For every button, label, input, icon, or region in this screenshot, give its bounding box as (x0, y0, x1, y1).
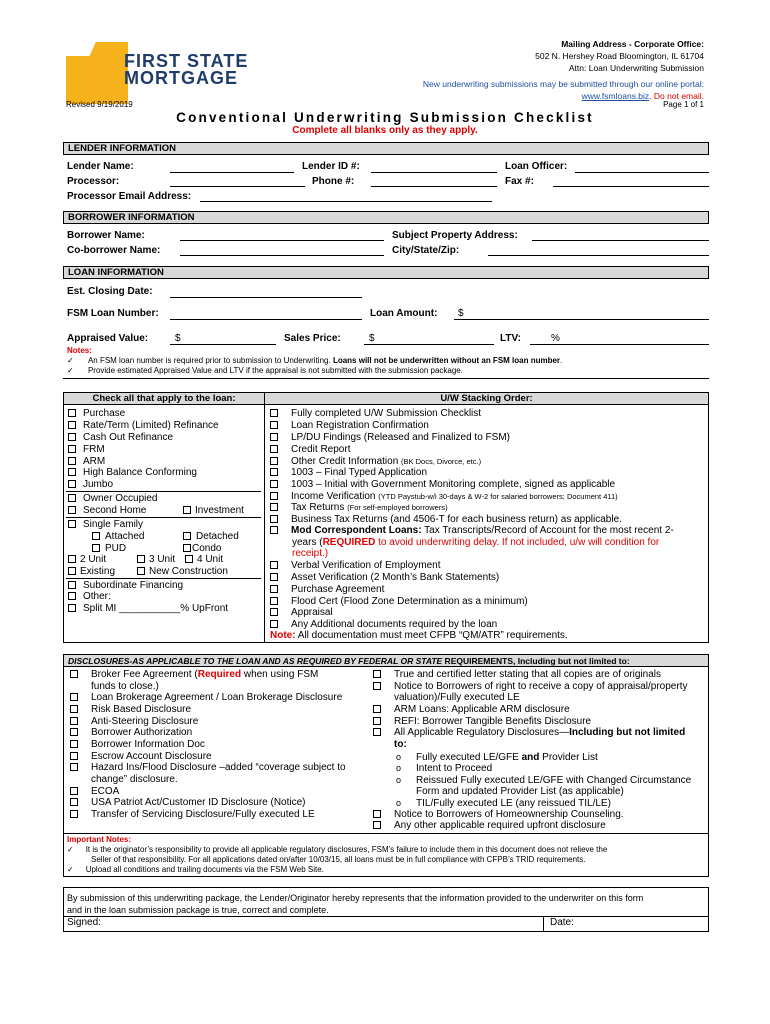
loan-types-header: Check all that apply to the loan: (63, 392, 265, 405)
property-label: 3 Unit (149, 554, 176, 565)
checkbox[interactable] (270, 433, 278, 441)
mail-title: Mailing Address - Corporate Office: (561, 39, 704, 49)
property-label: Detached (196, 531, 239, 542)
divider (66, 491, 261, 492)
stack-item-final-app[interactable] (270, 467, 427, 479)
company-logo (66, 36, 276, 104)
disclosures-header-italic: DISCLOSURES-AS APPLICABLE TO THE LOAN AND AS REQUIRED BY FEDERAL OR STATE (68, 656, 443, 666)
subordinate-label: Subordinate Financing (83, 580, 184, 591)
stack-label: Verbal Verification of Employment (291, 560, 441, 571)
checkbox[interactable] (70, 705, 78, 713)
checkbox[interactable] (70, 752, 78, 760)
checkbox[interactable] (373, 717, 381, 725)
stack-item[interactable] (270, 444, 350, 456)
disclosure-all-regulatory-to: to: (394, 739, 407, 750)
loan-type-cash-out[interactable] (68, 432, 173, 444)
note-1-bold: Loans will not be underwritten without an FSM loan number (332, 356, 561, 365)
stack-note-label: Note: (270, 630, 296, 641)
stack-label-small: (For self-employed borrowers) (347, 503, 448, 512)
disclosure-label: Notice to Borrowers of Homeownership Counseling. (394, 809, 624, 820)
stack-item-tax[interactable] (270, 502, 448, 514)
loan-type-label: High Balance Conforming (83, 467, 197, 478)
bullet-circle-icon: o (396, 775, 402, 785)
stack-label: 1003 – Initial with Government Monitoring complete, signed as applicable (291, 479, 616, 490)
checkbox[interactable] (270, 468, 278, 476)
property-single[interactable] (68, 519, 143, 531)
processor-field[interactable] (170, 186, 305, 187)
checkbox[interactable] (68, 494, 76, 502)
checkbox[interactable] (70, 717, 78, 725)
checkbox[interactable] (183, 532, 191, 540)
disclosure-label: All Applicable Regulatory Disclosures— (394, 727, 570, 738)
stack-label-bold: Mod Correspondent Loans: (291, 525, 422, 536)
stack-item-voe[interactable] (270, 560, 441, 572)
processor-email-field[interactable] (200, 201, 492, 202)
disclosure-hazard-cont: change” disclosure. (91, 774, 178, 785)
checkbox[interactable] (270, 409, 278, 417)
stack-label: Business Tax Returns (and 4506-T for each business return) as applicable. (291, 514, 622, 525)
disclosure-item[interactable] (70, 739, 205, 751)
occupancy-second[interactable] (68, 505, 146, 517)
property-label: Existing (80, 566, 116, 577)
sub-label: TIL/Fully executed LE (any reissued TIL/LE) (416, 798, 611, 809)
page-title: Conventional Underwriting Submission Checklist (176, 110, 594, 125)
stack-label: Tax Returns (291, 502, 348, 513)
checkbox[interactable] (68, 433, 76, 441)
checkbox[interactable] (270, 608, 278, 616)
checkbox[interactable] (270, 585, 278, 593)
stack-label: Tax Transcripts/Record of Account for the most recent 2- (421, 525, 674, 536)
page-number: Page 1 of 1 (663, 100, 704, 109)
loan-type-label: Rate/Term (Limited) Refinance (83, 420, 219, 431)
checkbox[interactable] (270, 573, 278, 581)
stack-item-appraisal[interactable] (270, 607, 333, 619)
divider (543, 916, 544, 932)
phone-label: Phone #: (312, 176, 355, 187)
checkbox[interactable] (68, 421, 76, 429)
checkbox[interactable] (270, 492, 278, 500)
checkbox[interactable] (68, 520, 76, 528)
loan-type-frm[interactable] (68, 444, 105, 456)
stack-note-text: All documentation must meet CFPB “QM/ATR” requirements. (295, 630, 568, 641)
notes-title: Notes: (67, 346, 92, 355)
checkbox[interactable] (373, 705, 381, 713)
checkbox[interactable] (270, 421, 278, 429)
disclosure-notice-appraisal-cont: valuation)/Fully executed LE (394, 692, 520, 703)
lender-name-label: Lender Name: (67, 161, 134, 172)
checkbox[interactable] (373, 821, 381, 829)
stack-note (270, 630, 568, 642)
checkbox[interactable] (68, 445, 76, 453)
sales-price-dollar: $ (369, 333, 375, 344)
checkbox[interactable] (68, 480, 76, 488)
loan-type-jumbo[interactable] (68, 479, 113, 491)
note-2-text: Provide estimated Appraised Value and LTV if the appraisal is not submitted with the submission package. (87, 366, 463, 375)
check-icon: ✓ (67, 845, 74, 854)
borrower-name-field[interactable] (180, 240, 384, 241)
sub-disclosure-cont: Form and updated Provider List (as applicable) (416, 786, 624, 797)
stack-label: Loan Registration Confirmation (291, 420, 429, 431)
checkbox[interactable] (70, 763, 78, 771)
disclosure-item[interactable] (70, 692, 342, 704)
loan-amount-field[interactable] (454, 319, 709, 320)
checkbox[interactable] (68, 592, 76, 600)
property-label: Attached (105, 531, 145, 542)
stack-label: 1003 – Final Typed Application (291, 467, 428, 478)
borrower-section-header: BORROWER INFORMATION (63, 211, 709, 224)
disclosure-upfront[interactable] (373, 820, 606, 832)
revised-date: Revised 9/19/2019 (66, 100, 133, 109)
stack-mod-line2 (292, 537, 659, 549)
coborrower-name-label: Co-borrower Name: (67, 245, 161, 256)
portal-link[interactable]: www.fsmloans.biz (581, 91, 650, 101)
sub-label: Provider List (539, 752, 598, 763)
stack-item[interactable] (270, 432, 510, 444)
fax-label: Fax #: (505, 176, 534, 187)
fsm-number-field[interactable] (170, 319, 362, 320)
checkbox[interactable] (270, 515, 278, 523)
stack-label: LP/DU Findings (Released and Finalized to FSM) (291, 432, 510, 443)
appraised-field[interactable] (170, 344, 276, 345)
mod-required: REQUIRED (322, 537, 376, 548)
brand-line2: MORTGAGE (124, 68, 238, 88)
sub-label: Fully executed LE/GFE (416, 752, 522, 763)
disclosure-label: Hazard Ins/Flood Disclosure –added “coverage subject to (91, 762, 346, 773)
stack-mod-line3: receipt.) (292, 548, 329, 559)
property-label: Single Family (83, 519, 144, 530)
mod-text: years ( (292, 537, 323, 548)
disclosure-label: Borrower Information Doc (91, 739, 205, 750)
stack-item-initial-app[interactable] (270, 479, 615, 491)
mailing-address-block (423, 38, 704, 102)
property-new-construction[interactable] (137, 566, 228, 578)
loan-divider (63, 378, 709, 379)
occupancy-label: Owner Occupied (83, 493, 158, 504)
checkbox[interactable] (270, 457, 278, 465)
ltv-field[interactable] (530, 344, 709, 345)
ltv-label: LTV: (500, 333, 521, 344)
disclosure-label: Any other applicable required upfront disclosure (394, 820, 606, 831)
disclosure-label: REFI: Borrower Tangible Benefits Disclosure (394, 716, 592, 727)
lender-section-header: LENDER INFORMATION (63, 142, 709, 155)
occupancy-investment[interactable] (183, 505, 244, 517)
appraised-dollar: $ (175, 333, 181, 344)
checkbox[interactable] (373, 682, 381, 690)
mail-address: 502 N. Hershey Road Bloomington, IL 61704 (535, 51, 704, 61)
checkbox[interactable] (270, 597, 278, 605)
disclosure-label: Escrow Account Disclosure (91, 751, 212, 762)
sales-price-label: Sales Price: (284, 333, 341, 344)
fsm-number-label: FSM Loan Number: (67, 308, 159, 319)
property-2unit[interactable] (68, 554, 106, 566)
disclosure-broker-fee-cont: funds to close.) (91, 681, 159, 692)
checklist-divider (264, 392, 265, 643)
checkbox[interactable] (183, 506, 191, 514)
stack-label: Appraisal (291, 607, 333, 618)
important-note-2 (67, 865, 324, 875)
page-subtitle: Complete all blanks only as they apply. (292, 125, 478, 136)
checkbox[interactable] (137, 567, 145, 575)
stack-label: Flood Cert (Flood Zone Determination as a minimum) (291, 596, 528, 607)
divider (66, 517, 261, 518)
property-label: 4 Unit (197, 554, 224, 565)
disclosure-label: Loan Brokerage Agreement / Loan Brokerage Disclosure (91, 692, 343, 703)
important-notes-title: Important Notes: (67, 835, 131, 844)
stack-label: Income Verification (291, 491, 379, 502)
checkbox[interactable] (68, 604, 76, 612)
checkbox[interactable] (270, 526, 278, 534)
check-icon: ✓ (67, 356, 74, 365)
bullet-circle-icon: o (396, 752, 402, 762)
important-note-text: It is the originator’s responsibility to provide all applicable regulatory disclosures, FSM’s failure to include them in this document does not relieve the (85, 845, 608, 854)
disclosure-label: Risk Based Disclosure (91, 704, 192, 715)
stack-label: Any Additional documents required by the loan (291, 619, 498, 630)
required-label: Required (197, 669, 242, 680)
checkbox[interactable] (70, 787, 78, 795)
stack-item[interactable] (270, 420, 429, 432)
sub-label: Reissued Fully executed LE/GFE with Changed Circumstance (416, 775, 692, 786)
signature-field[interactable] (110, 917, 540, 931)
disclosure-patriot[interactable] (70, 797, 306, 809)
checkbox[interactable] (68, 468, 76, 476)
loan-section-header: LOAN INFORMATION (63, 266, 709, 279)
disclosure-label: Notice to Borrowers of right to receive a copy of appraisal/property (394, 681, 688, 692)
disclosure-broker-fee[interactable] (70, 669, 318, 681)
brand-line1: FIRST STATE (124, 51, 249, 71)
disclosure-hazard[interactable] (70, 762, 346, 774)
occupancy-label: Investment (195, 505, 244, 516)
loan-amount-label: Loan Amount: (370, 308, 438, 319)
check-icon: ✓ (67, 366, 74, 375)
disclosure-label: ECOA (91, 786, 120, 797)
checkbox[interactable] (70, 693, 78, 701)
phone-field[interactable] (371, 186, 497, 187)
checkbox[interactable] (70, 670, 78, 678)
stack-label: Credit Report (291, 444, 351, 455)
disclosure-true-cert[interactable] (373, 669, 661, 681)
city-field[interactable] (488, 255, 709, 256)
coborrower-name-field[interactable] (180, 255, 384, 256)
disclosures-header (63, 654, 709, 667)
divider (64, 833, 708, 834)
stack-item[interactable] (270, 408, 481, 420)
checkbox[interactable] (373, 728, 381, 736)
disclosure-label: USA Patriot Act/Customer ID Disclosure (Notice) (91, 797, 306, 808)
checkbox[interactable] (68, 567, 76, 575)
stack-label-small: (YTD Paystub-w/i 30-days & W-2 for salaried borrowers; Document 411) (378, 492, 618, 501)
property-existing[interactable] (68, 566, 115, 578)
checkbox[interactable] (70, 810, 78, 818)
checkbox[interactable] (68, 457, 76, 465)
loan-officer-field[interactable] (575, 172, 709, 173)
loan-type-label: ARM (83, 456, 106, 467)
disclosure-label: Anti-Steering Disclosure (91, 716, 199, 727)
appraised-label: Appraised Value: (67, 333, 149, 344)
checkbox[interactable] (68, 581, 76, 589)
checkbox[interactable] (68, 555, 76, 563)
checkbox[interactable] (270, 561, 278, 569)
checkbox[interactable] (373, 670, 381, 678)
important-note-1 (67, 845, 607, 855)
disclosure-item[interactable] (70, 727, 192, 739)
important-note-text: Upload all conditions and trailing documents via the FSM Web Site. (85, 865, 324, 874)
date-field[interactable] (580, 917, 705, 931)
checkbox[interactable] (137, 555, 145, 563)
loan-type-rate-term[interactable] (68, 420, 219, 432)
property-4unit[interactable] (185, 554, 223, 566)
signed-label: Signed: (67, 917, 101, 928)
checkbox[interactable] (185, 555, 193, 563)
portal-note: New underwriting submissions may be submitted through our online portal: (422, 79, 704, 89)
sales-price-field[interactable] (364, 344, 494, 345)
disclosure-label: Transfer of Servicing Disclosure/Fully executed LE (91, 809, 315, 820)
disclosures-header-rest: REQUIREMENTS, Including but not limited to: (442, 656, 630, 666)
property-label: Condo (192, 543, 222, 554)
stack-label: Purchase Agreement (291, 584, 385, 595)
lender-name-field[interactable] (170, 172, 294, 173)
disclosure-label: when using FSM (241, 669, 319, 680)
portal-tail: . Do not email. (649, 91, 704, 101)
property-label: PUD (105, 543, 127, 554)
bullet-circle-icon: o (396, 763, 402, 773)
loan-type-purchase[interactable] (68, 408, 125, 420)
disclosure-all-regulatory[interactable] (373, 727, 685, 739)
loan-amount-dollar: $ (458, 308, 464, 319)
checkbox[interactable] (270, 503, 278, 511)
split-mi-label: Split MI ___________% UpFront (83, 603, 229, 614)
statement-line2: and in the loan submission package is true, correct and complete. (67, 905, 329, 915)
property-label: 2 Unit (80, 554, 107, 565)
processor-label: Processor: (67, 176, 120, 187)
city-label: City/State/Zip: (392, 245, 460, 256)
disclosure-item[interactable] (70, 704, 191, 716)
checkbox[interactable] (68, 409, 76, 417)
loan-officer-label: Loan Officer: (505, 161, 568, 172)
loan-type-label: Jumbo (83, 479, 114, 490)
lender-id-field[interactable] (371, 172, 497, 173)
sub-label: Intent to Proceed (416, 763, 493, 774)
stack-item-purchase-agreement[interactable] (270, 584, 384, 596)
logo-mark-icon (66, 36, 128, 104)
checkbox[interactable] (70, 740, 78, 748)
mail-attn: Attn: Loan Underwriting Submission (568, 63, 704, 73)
checkbox[interactable] (270, 445, 278, 453)
property-3unit[interactable] (137, 554, 175, 566)
disclosure-label: Borrower Authorization (91, 727, 193, 738)
stack-item-asset[interactable] (270, 572, 499, 584)
subject-address-label: Subject Property Address: (392, 230, 518, 241)
split-mi-option[interactable] (68, 603, 228, 615)
disclosure-label: Broker Fee Agreement ( (91, 669, 198, 680)
checkbox[interactable] (92, 532, 100, 540)
checkbox[interactable] (70, 728, 78, 736)
bullet-circle-icon: o (396, 798, 402, 808)
note-2 (67, 366, 463, 376)
disclosure-label: True and certified letter stating that all copies are of originals (394, 669, 661, 680)
lender-id-label: Lender ID #: (302, 161, 360, 172)
checkbox[interactable] (373, 810, 381, 818)
disclosure-transfer[interactable] (70, 809, 315, 821)
checkbox[interactable] (70, 798, 78, 806)
checkbox[interactable] (270, 480, 278, 488)
stack-label: Other Credit Information (291, 456, 402, 467)
disclosure-label-bold: Including but not limited (569, 727, 686, 738)
checkbox[interactable] (92, 544, 100, 552)
other-option[interactable] (68, 591, 111, 603)
occupancy-label: Second Home (83, 505, 147, 516)
disclosure-arm[interactable] (373, 704, 570, 716)
property-detached[interactable] (183, 531, 239, 543)
divider (66, 578, 261, 579)
sub-and: and (521, 752, 540, 763)
date-label: Date: (550, 917, 574, 928)
mod-red-text: to avoid underwriting delay. If not included, u/w will condition for (375, 537, 660, 548)
stack-item-mod[interactable] (270, 525, 674, 537)
statement-line1: By submission of this underwriting package, the Lender/Originator hereby represents that the information provided to the underwriter on this form (67, 893, 644, 903)
loan-type-label: FRM (83, 444, 105, 455)
property-label: New Construction (149, 566, 228, 577)
important-note-1-cont: Seller of that responsibility. For all applications dated on/after 10/03/15, all loans must be in full compliance with CFPB’s TRID requirements. (91, 855, 586, 864)
other-label: Other: (83, 591, 111, 602)
stack-label: Asset Verification (2 Month’s Bank Statements) (291, 572, 500, 583)
property-attached[interactable] (92, 531, 144, 543)
note-1-text: An FSM loan number is required prior to submission to Underwriting. (87, 356, 333, 365)
stack-label-small: (BK Docs, Divorce, etc.) (401, 457, 482, 466)
stacking-header: U/W Stacking Order: (264, 392, 709, 405)
fax-field[interactable] (553, 186, 709, 187)
closing-date-field[interactable] (170, 297, 362, 298)
check-icon: ✓ (67, 865, 74, 874)
disclosure-label: ARM Loans: Applicable ARM disclosure (394, 704, 570, 715)
note-1-end: . (560, 356, 563, 365)
ltv-percent: % (551, 333, 560, 344)
subject-address-field[interactable] (532, 240, 709, 241)
checkbox[interactable] (68, 506, 76, 514)
logo-text (124, 53, 248, 87)
loan-type-label: Cash Out Refinance (83, 432, 174, 443)
occupancy-owner[interactable] (68, 493, 157, 505)
loan-type-high-balance[interactable] (68, 467, 197, 479)
loan-type-label: Purchase (83, 408, 126, 419)
closing-date-label: Est. Closing Date: (67, 286, 153, 297)
processor-email-label: Processor Email Address: (67, 191, 192, 202)
stack-label: Fully completed U/W Submission Checklist (291, 408, 482, 419)
borrower-name-label: Borrower Name: (67, 230, 145, 241)
checkbox[interactable] (183, 544, 191, 552)
checkbox[interactable] (270, 620, 278, 628)
note-1 (67, 356, 562, 366)
